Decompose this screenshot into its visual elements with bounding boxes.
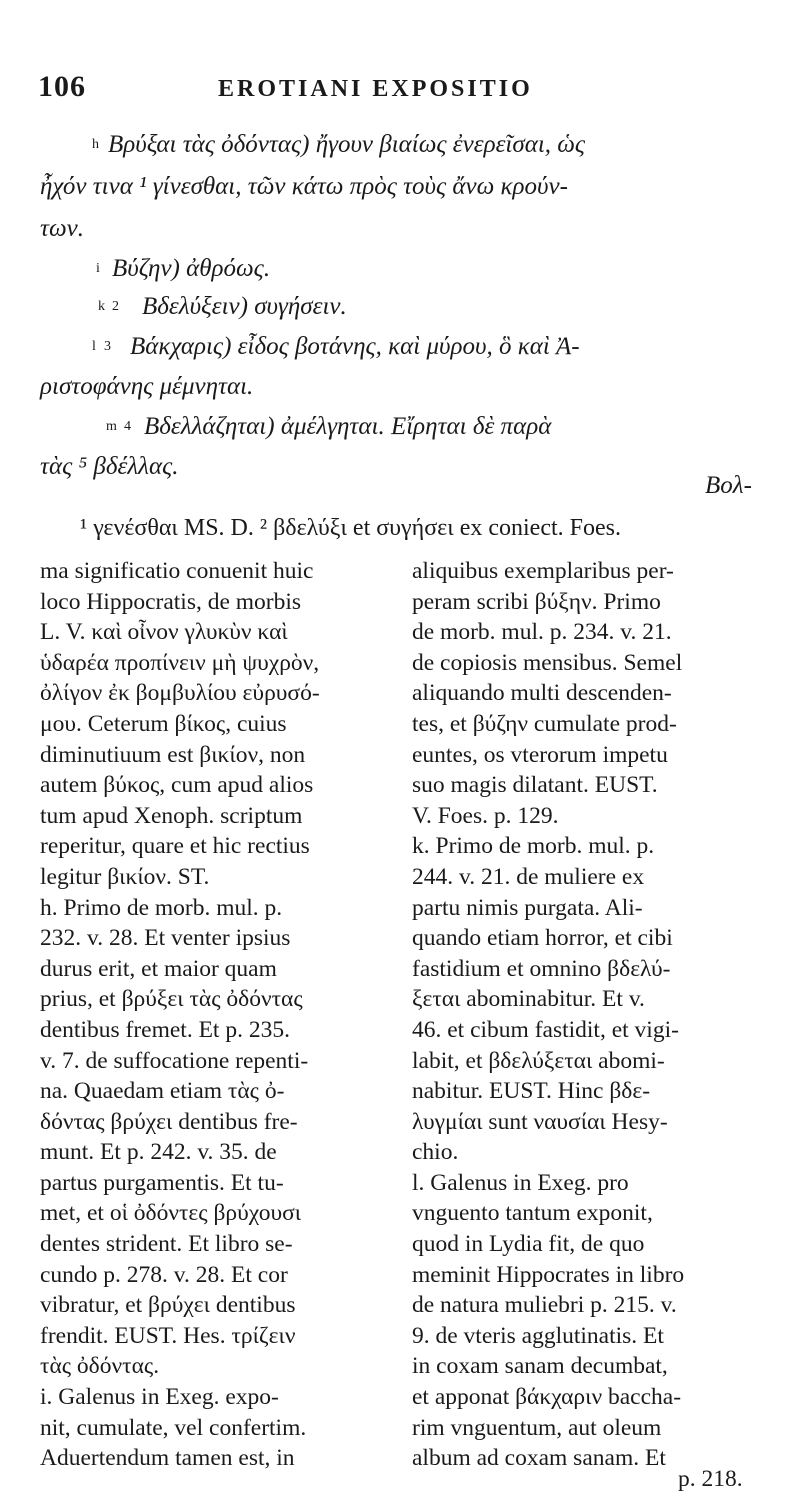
commentary-line: τὰς ὀδόντας. [40, 1353, 160, 1380]
greek-line: Βδελύξειν) συγήσειν. [142, 293, 347, 320]
commentary-line: prius, et βρύξει τὰς ὀδόντας [40, 986, 303, 1013]
note-marker: h [92, 137, 99, 152]
commentary-line: L. V. καὶ οἶνον γλυκὺν καὶ [40, 619, 288, 646]
commentary-line: suo magis dilatant. EUST. [412, 772, 658, 799]
commentary-line: δόντας βρύχει dentibus fre- [40, 1108, 298, 1135]
commentary-line: rim vnguentum, aut oleum [412, 1414, 662, 1441]
catchword: Βολ- [705, 472, 752, 499]
bottom-catchword: p. 218. [678, 1466, 743, 1492]
commentary-line: peram scribi βύξην. Primo [412, 588, 661, 615]
running-title: EROTIANI EXPOSITIO [218, 76, 533, 102]
commentary-line: in coxam sanam decumbat, [412, 1353, 668, 1380]
commentary-line: legitur βικίον. ST. [40, 863, 210, 890]
greek-line: Βρύξαι τὰς ὀδόντας) ἤγουν βιαίως ἐνερεῖσαι, ὡς [108, 131, 586, 158]
commentary-line: aliquando multi descenden- [412, 680, 672, 707]
commentary-line: h. Primo de morb. mul. p. [40, 894, 283, 921]
commentary-line: frendit. EUST. Hes. τρίζειν [40, 1322, 296, 1349]
commentary-line: 232. v. 28. Et venter ipsius [40, 925, 291, 952]
commentary-line: ξεται abominabitur. Et v. [412, 986, 645, 1013]
commentary-line: tum apud Xenoph. scriptum [40, 802, 303, 829]
commentary-line: ma significatio conuenit huic [40, 558, 314, 584]
commentary-line: diminutiuum est βικίον, non [40, 741, 306, 768]
greek-line: ριστοφάνης μέμνηται. [40, 373, 254, 400]
commentary-line: nit, cumulate, vel confertim. [40, 1414, 307, 1441]
commentary-line: vnguento tantum exponit, [412, 1200, 653, 1227]
greek-line: Βύζην) ἀθρόως. [112, 255, 271, 282]
commentary-line: i. Galenus in Exeg. expo- [40, 1384, 279, 1411]
note-number: 3 [104, 339, 111, 354]
commentary-line: et apponat βάκχαριν baccha- [412, 1384, 682, 1411]
commentary-line: meminit Hippocrates in libro [412, 1261, 685, 1288]
commentary-line: de morb. mul. p. 234. v. 21. [412, 619, 672, 646]
greek-line: των. [40, 215, 84, 242]
commentary-line: ὀλίγον ἐκ βομβυλίου εὐρυσό- [40, 680, 320, 707]
commentary-line: na. Quaedam etiam τὰς ὀ- [40, 1078, 285, 1105]
commentary-line: Aduertendum tamen est, in [40, 1445, 295, 1472]
commentary-line: album ad coxam sanam. Et [412, 1445, 666, 1472]
commentary-line: tes, et βύζην cumulate prod- [412, 710, 677, 737]
commentary-line: V. Foes. p. 129. [412, 802, 559, 829]
commentary-line: autem βύκος, cum apud alios [40, 772, 314, 799]
commentary-line: partus purgamentis. Et tu- [40, 1169, 284, 1196]
commentary-line: de natura muliebri p. 215. v. [412, 1292, 677, 1319]
commentary-line: chio. [412, 1139, 459, 1166]
commentary-line: reperitur, quare et hic rectius [40, 833, 310, 860]
commentary-line: fastidium et omnino βδελύ- [412, 955, 671, 982]
greek-line: Βδελλάζηται) ἀμέλγηται. Εἴρηται δὲ παρὰ [144, 413, 552, 440]
commentary-line: met, et οἱ ὀδόντες βρύχουσι [40, 1200, 302, 1227]
commentary-line: loco Hippocratis, de morbis [40, 588, 302, 615]
commentary-line: dentibus fremet. Et p. 235. [40, 1016, 290, 1043]
commentary-line: durus erit, et maior quam [40, 955, 277, 982]
commentary-line: euntes, os vterorum impetu [412, 741, 668, 768]
commentary-line: λυγμίαι sunt ναυσίαι Hesy- [412, 1108, 668, 1135]
greek-line: τὰς ⁵ βδέλλας. [40, 453, 179, 480]
page-number: 106 [38, 70, 86, 103]
greek-line: ἦχόν τινα ¹ γίνεσθαι, τῶν κάτω πρὸς τοὺς ἄνω κρούν- [40, 173, 568, 200]
commentary-line: munt. Et p. 242. v. 35. de [40, 1139, 277, 1166]
commentary-line: cundo p. 278. v. 28. Et cor [40, 1261, 288, 1288]
commentary-line: dentes strident. Et libro se- [40, 1231, 293, 1258]
note-marker: i [96, 261, 100, 276]
commentary-line: quando etiam horror, et cibi [412, 925, 673, 952]
commentary-line: vibratur, et βρύχει dentibus [40, 1292, 296, 1319]
commentary-line: k. Primo de morb. mul. p. [412, 833, 655, 860]
commentary-line: labit, et βδελύξεται abomi- [412, 1047, 665, 1074]
commentary-left-column [40, 556, 392, 1474]
commentary-line: v. 7. de suffocatione repenti- [40, 1047, 309, 1074]
commentary-line: nabitur. EUST. Hinc βδε- [412, 1078, 651, 1105]
commentary-line: 244. v. 21. de muliere ex [412, 863, 645, 890]
note-number: 2 [112, 299, 119, 314]
note-marker: m [106, 419, 117, 434]
note-marker: l [92, 339, 96, 354]
note-marker: k [98, 299, 105, 314]
commentary-line: μου. Ceterum βίκος, cuius [40, 710, 287, 737]
greek-line: Βάκχαρις) εἶδος βοτάνης, καὶ μύρου, ὃ καὶ Ἀ- [130, 333, 580, 360]
commentary-right-column [412, 556, 758, 1474]
commentary-line: ὑδαρέα προπίνειν μὴ ψυχρὸν, [40, 649, 320, 676]
commentary-line: de copiosis mensibus. Semel [412, 649, 683, 676]
commentary-line: 46. et cibum fastidit, et vigi- [412, 1016, 679, 1043]
critical-footnote: ¹ γενέσθαι MS. D. ² βδελύξι et συγήσει ex coniect. Foes. [80, 515, 621, 541]
commentary-line: l. Galenus in Exeg. pro [412, 1169, 629, 1196]
commentary-line: 9. de vteris agglutinatis. Et [412, 1322, 664, 1349]
commentary-line: aliquibus exemplaribus per- [412, 558, 674, 584]
commentary-line: quod in Lydia fit, de quo [412, 1231, 645, 1258]
commentary-line: partu nimis purgata. Ali- [412, 894, 643, 921]
note-number: 4 [124, 419, 131, 434]
